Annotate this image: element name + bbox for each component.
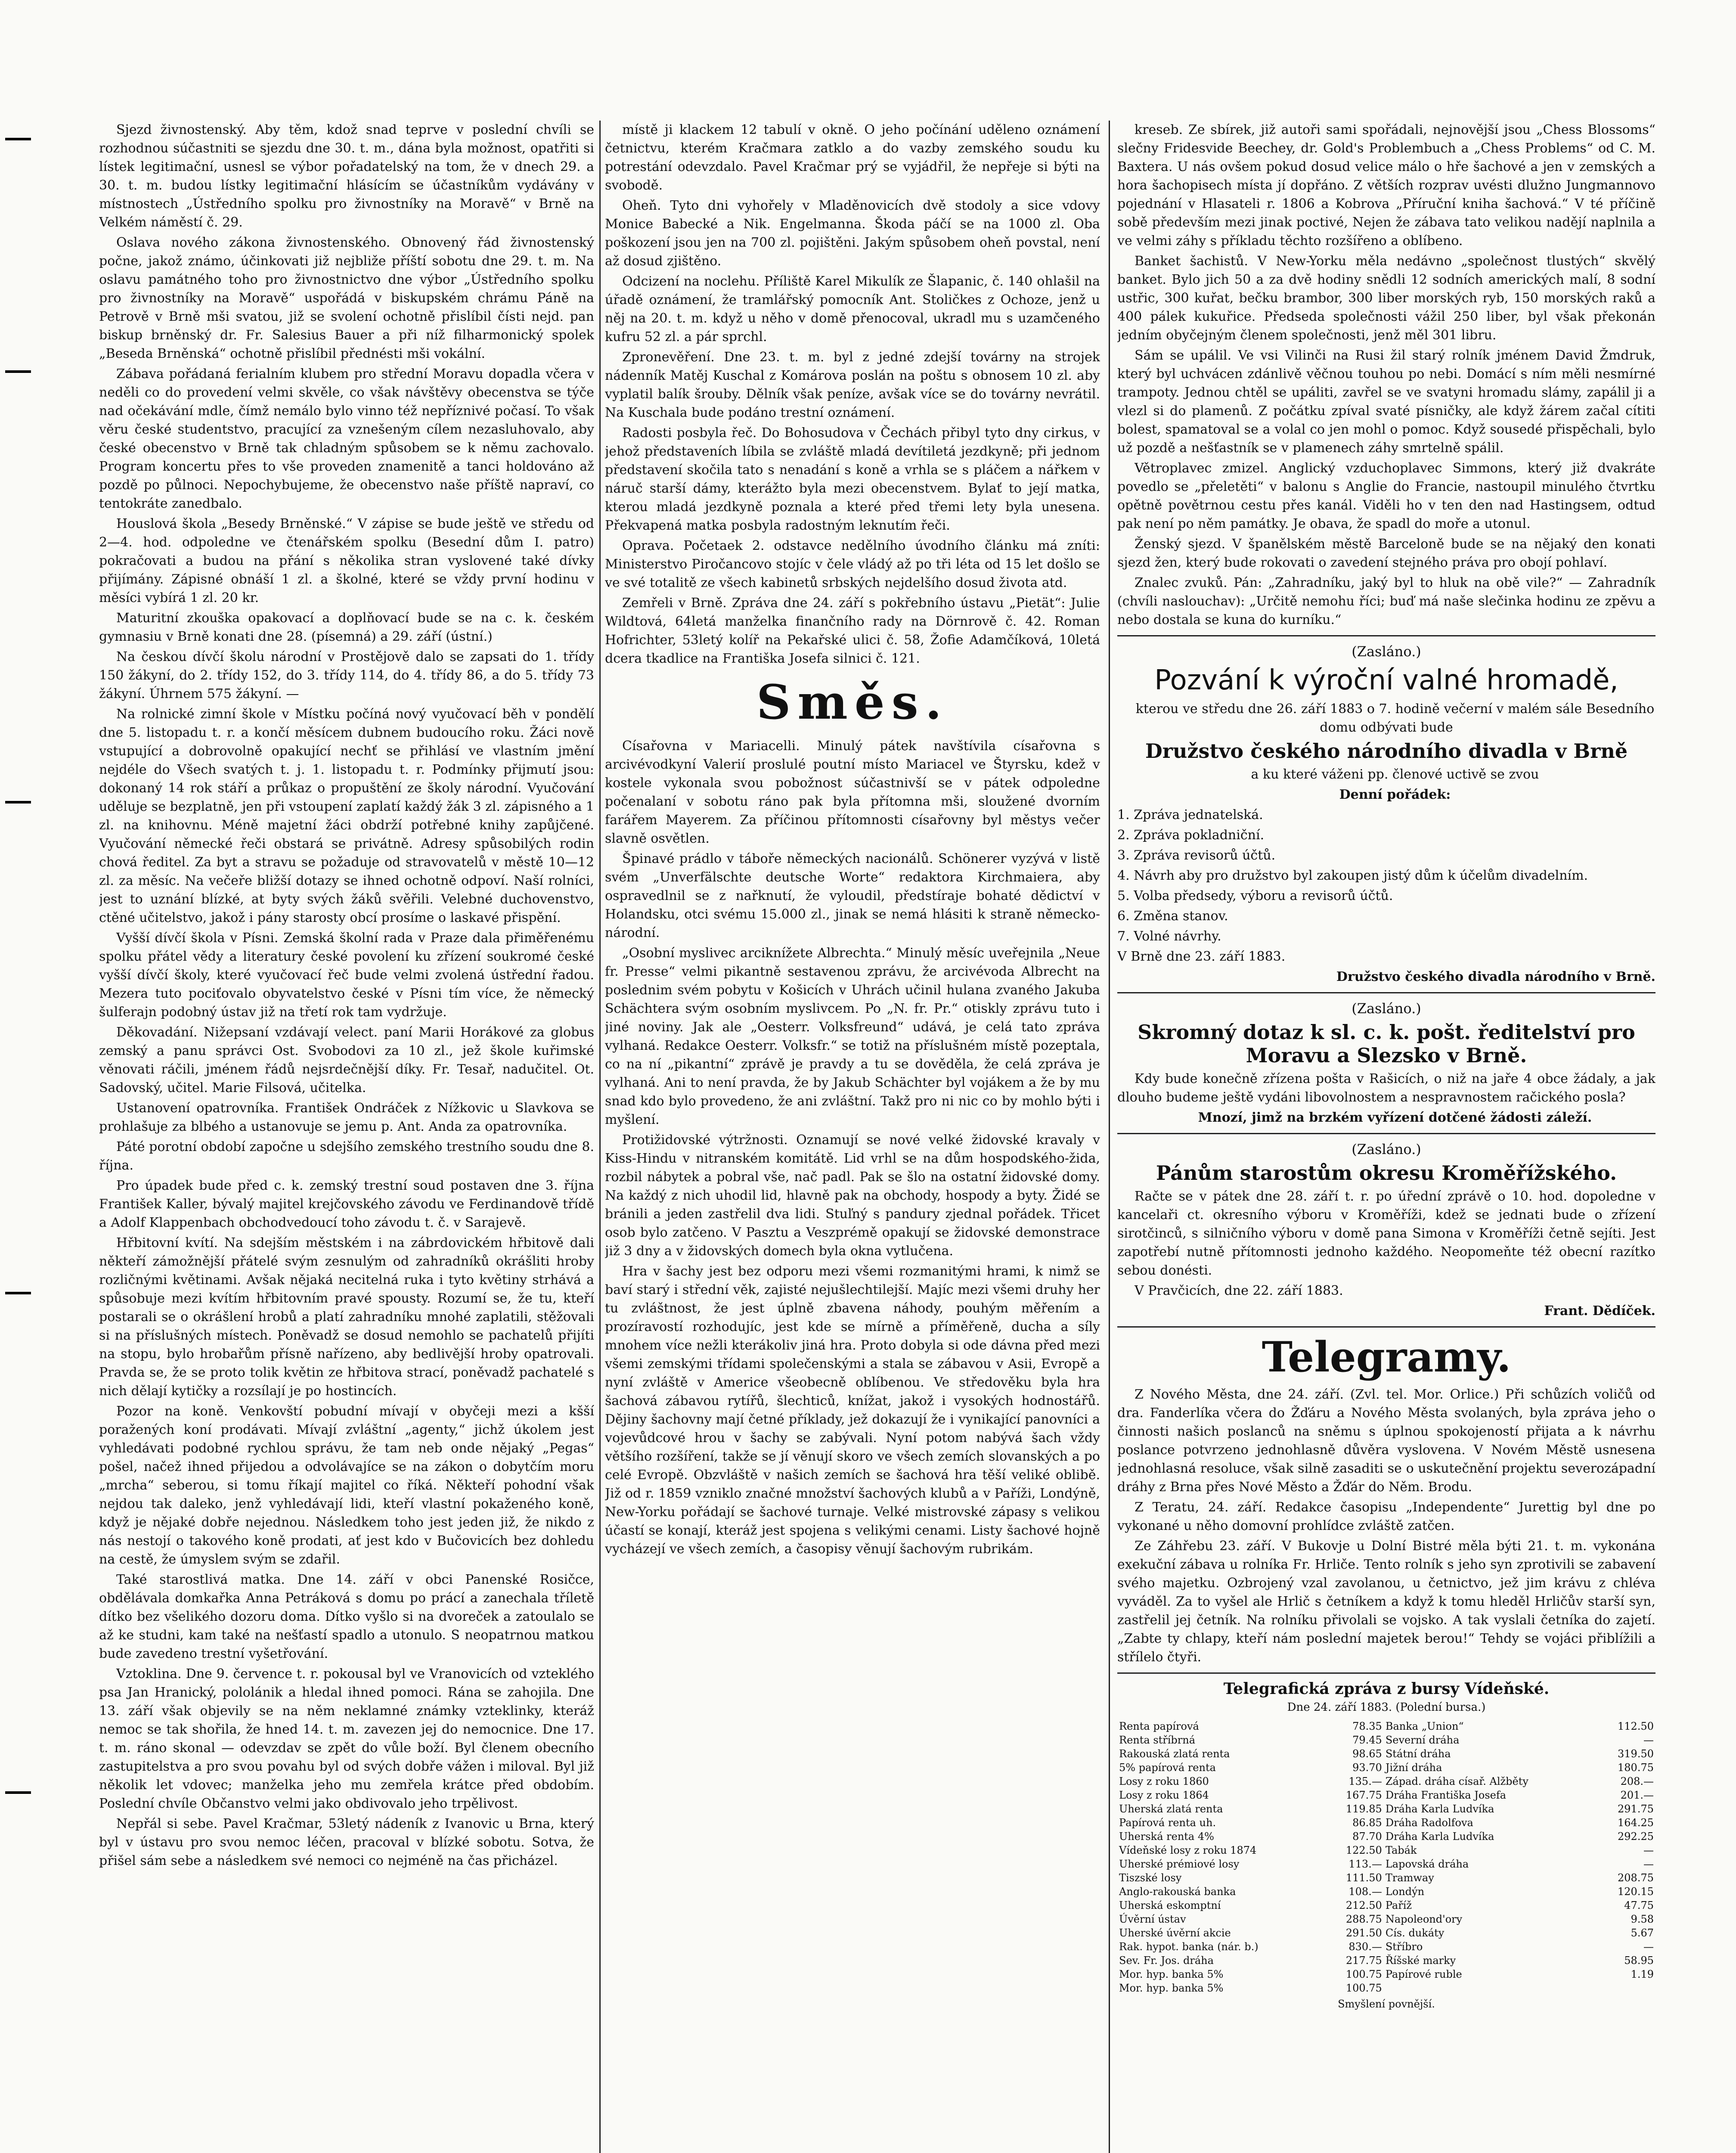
burza-left-name: Losy z roku 1860: [1119, 1775, 1209, 1787]
burza-right-name: Dráha Karla Ludvíka: [1385, 1830, 1494, 1843]
divider: [1117, 1133, 1655, 1134]
burza-right-name: Tabák: [1385, 1844, 1417, 1856]
burza-right-value: —: [1643, 1941, 1654, 1953]
burza-table: [1117, 1719, 1655, 1995]
article-paragraph: Zemřeli v Brně. Zpráva dne 24. září s pokřebního ústavu „Pietät“: Julie Wildtová, 64letá manželka finančního rady na Dörnrově č. 42. Roman Hofrichter, 53letý kolíř na Pekařské ulici č. 58, Žofie Adamčíková, 10letá dcera tkadlice na Františka Josefa silnici č. 121.: [605, 596, 1100, 666]
article-paragraph: Odcizení na noclehu. Příliště Karel Mikulík ze Šlapanic, č. 140 ohlašil na úřadě oznámení, že tramlářský pomocník Ant. Stoličkes z Ochoze, jenž u něj na 20. t. m. když u něho v domě přenocoval, ukradl mu s uzamčeného kufru 52 zl. a pár sprchl.: [605, 274, 1100, 344]
burza-left-value: 93.70: [1352, 1762, 1382, 1774]
article-paragraph: Houslová škola „Besedy Brněnské.“ V zápise se bude ještě ve středu od 2—4. hod. odpoledne ve čtenářském spolku (Besední dům I. patro) pokračovati a budou na přání s několika stran vyslovené také dívky přijímány. Zápisné obnáší 1 zl. a školné, které se vždy první hodinu v měsíci vybírá 1 zl. 20 kr.: [99, 516, 594, 605]
notice-title: Pozvání k výroční valné hromadě,: [1154, 664, 1618, 696]
burza-right-value: 47.75: [1624, 1899, 1654, 1911]
burza-left-name: Uherské úvěrní akcie: [1119, 1927, 1231, 1939]
burza-right-value: 201.—: [1620, 1789, 1654, 1801]
agenda-item: 6. Změna stanov.: [1117, 909, 1228, 924]
burza-row: [1117, 1899, 1655, 1912]
burza-row: [1117, 1747, 1655, 1761]
burza-left-name: Uherská renta 4%: [1119, 1830, 1214, 1843]
article-paragraph: Děkovadání. Nižepsaní vzdávají velect. paní Marii Horákové za globus zemský a panu správci Ost. Svobodovi za 10 zl., jež škole kuřimské věnovati ráčili, jménem řádů nejsrdečnější díky. Fr. Tesař, nadučitel. Ot. Sadovský, učitel. Marie Filsová, učitelka.: [99, 1025, 594, 1095]
column-3: [1117, 121, 1655, 2153]
burza-left-name: Uherské prémiové losy: [1119, 1858, 1240, 1870]
burza-left-name: Uherská eskomptní: [1119, 1899, 1221, 1911]
agenda-item: 4. Návrh aby pro družstvo byl zakoupen jistý dům k účelům divadelním.: [1117, 868, 1588, 883]
burza-right-name: Dráha Karla Ludvíka: [1385, 1803, 1494, 1815]
burza-cell-empty: [1598, 1981, 1655, 1995]
burza-left-name: Anglo-rakouská banka: [1119, 1886, 1236, 1898]
burza-left-value: 830.—: [1348, 1941, 1382, 1953]
burza-row: [1117, 1954, 1655, 1967]
burza-right-value: —: [1643, 1734, 1654, 1746]
article-paragraph: Oprava. Početaek 2. odstavce nedělního úvodního článku má zníti: Ministerstvo Piročancovo stojíc v čele vládý až po tři léta od 15 let došlo se ve své totalitě ze všech kabinetů srbských nejdelšího dosud života atd.: [605, 538, 1100, 590]
article-paragraph: Zábava pořádaná ferialním klubem pro střední Moravu dopadla včera v neděli co do provedení velmi skvěle, co však návštěvy obecenstva se týče nad očekávání mdle, čímž nemálo bylo vinno též nepříznivé počasí. To však věru české studentstvo, pracující za vznešeným cílem nezasluhovalo, aby české obecenstvo v Brně tak chladným spůsobem se k němu zachovalo. Program koncertu přes to vše proveden znamenitě a tanci holdováno až pozdě po půlnoci. Nepochybujeme, že obecenstvo naše příště napraví, co tentokráte zanedbalo.: [99, 366, 594, 511]
burza-right-name: Londýn: [1385, 1886, 1425, 1898]
burza-left-value: 167.75: [1345, 1789, 1382, 1801]
section-title-smes: Směs.: [756, 674, 949, 730]
telegramy-title: Telegramy.: [1262, 1333, 1511, 1381]
burza-left-name: Sev. Fr. Jos. dráha: [1119, 1954, 1214, 1967]
burza-row: [1117, 1940, 1655, 1954]
burza-right-name: Západ. dráha císař. Alžběty: [1385, 1775, 1528, 1787]
burza-right-name: Cís. dukáty: [1385, 1927, 1445, 1939]
burza-left-name: Vídeňské losy z roku 1874: [1119, 1844, 1257, 1856]
article-paragraph: Protižidovské výtržnosti. Oznamují se nové velké židovské kravaly v Kiss-Hindu v nitranském komitátě. Lid vrhl se na dům hospodského-žida, rozbil nábytek a pobral vše, nač padl. Pak se šlo na ostatní židovské domy. Na každý z nich uhodil lid, hlavně pak na obchody, hospody a byty. Židé se bránili a jeden zastřelil dva lidi. Stuľný s pandury zjednal pořádek. Třicet osob bylo zatčeno. V Pasztu a Veszprémě opakují se židovské demonstrace již 3 dny a v židovských domech byla okna vytlučena.: [605, 1132, 1100, 1259]
burza-left-name: Tiszské losy: [1119, 1872, 1182, 1884]
burza-right-name: Napoleond'ory: [1385, 1913, 1463, 1925]
burza-left-value: 100.75: [1345, 1968, 1382, 1980]
burza-row: [1117, 1885, 1655, 1899]
column-divider: [1109, 121, 1110, 2153]
burza-right-value: 112.50: [1618, 1720, 1654, 1732]
article-paragraph: Na českou dívčí školu národní v Prostějově dalo se zapsati do 1. třídy 150 žákyní, do 2. třídy 152, do 3. třídy 114, do 4. třídy 86, a do 5. třídy 73 žákyní. Úhrnem 575 žákyní. —: [99, 649, 594, 701]
article-paragraph: Zpronevěření. Dne 23. t. m. byl z jedné zdejší továrny na strojek nádenník Matěj Kuschal z Komárova poslán na poštu s obnosem 10 zl. aby vyplatil balík šrouby. Dělník však peníze, avšak více se do továrny nevrátil. Na Kuschala bude podáno trestní oznámení.: [605, 350, 1100, 420]
burza-left-name: Uherská zlatá renta: [1119, 1803, 1223, 1815]
burza-left-name: Renta papírová: [1119, 1720, 1199, 1732]
burza-left-value: 122.50: [1345, 1844, 1382, 1856]
agenda-item: 1. Zpráva jednatelská.: [1117, 807, 1263, 822]
divider: [1117, 1326, 1655, 1328]
margin-mark: [5, 1292, 31, 1294]
article-paragraph: Větroplavec zmizel. Anglický vzduchoplavec Simmons, který již dvakráte povedlo se „přeletěti“ v balonu s Anglie do Francie, nastoupil minulého čtvrtku opětně povětrnou cestu přes kanál. Viděli ho v ten den nad Hastingsem, odtud pak není po něm památky. Je obava, že spadl do moře a utonul.: [1117, 461, 1655, 531]
article-paragraph: Pro úpadek bude před c. k. zemský trestní soud postaven dne 3. října František Kaller, bývalý majitel krejčovského závodu ve Ferdinandově třídě a Adolf Klappenbach obchodvedoucí toho závodu t. č. v Sarajevě.: [99, 1178, 594, 1230]
burza-right-value: 180.75: [1618, 1762, 1654, 1774]
burza-right-value: 9.58: [1631, 1913, 1654, 1925]
agenda-item: 3. Zpráva revisorů účtů.: [1117, 848, 1276, 863]
divider: [1117, 992, 1655, 993]
notice-signature: Frant. Dědíček.: [1544, 1303, 1655, 1318]
article-paragraph: Pozor na koně. Venkovští pobudní mívají v obyčeji mezi a kšší poražených koní prodávati. Mívají zvláštní „agenty,“ jichž úkolem jest vyhledávati podobné rychlou správu, že tam neb onde nějaký „Pegas“ pošel, načež ihned přijedou a odvolávajíce se na zákon o dobytčím moru „mrcha“ seberou, si tomu říkají majitel co říká. Někteří pohodní však nejdou tak daleko, jenž vyhledávají lidi, kteří vlastní pokaženého koně, když je nějaké dobře nejednou. Následkem toho jest jeden již, že nikdo z nás nestojí o takového koně prodati, ať jest kdo v Bučovicích bez dohledu na cestě, že úmyslem svým se zdařil.: [99, 1404, 594, 1567]
article-paragraph: Oheň. Tyto dni vyhořely v Mladěnovicích dvě stodoly a sice vdovy Monice Babecké a Nik. Engelmanna. Škoda páčí se na 1000 zl. Oba poškození jsou jen na 700 zl. pojištěni. Jakým spůsobem oheň povstal, není až dosud zjištěno.: [605, 198, 1100, 269]
article-paragraph: Radosti posbyla řeč. Do Bohosudova v Čechách přibyl tyto dny cirkus, v jehož představeních líbila se zvláště mladá devítiletá jezdkyně; při jednom představení skočila tato s nenadání s koně a vrhla se s pláčem a nářkem v náruč starší dámy, kterážto byla mezi obecenstvem. Bylať to její matka, kterou mladá jezdkyně poznala a které před třemi lety byla unesena. Překvapená matka posbyla radostným leknutím řeči.: [605, 425, 1100, 533]
burza-left-value: 78.35: [1352, 1720, 1382, 1732]
notice-intro: kterou ve středu dne 26. září 1883 o 7. hodině večerní v malém sále Besedního domu odbývati bude: [1135, 701, 1655, 735]
burza-right-name: Tramway: [1385, 1872, 1434, 1884]
burza-right-value: 291.75: [1618, 1803, 1654, 1815]
burza-row: [1117, 1788, 1655, 1802]
notice-org: Družstvo českého národního divadla v Brně: [1145, 739, 1628, 763]
burza-right-value: 58.95: [1624, 1954, 1654, 1967]
burza-right-value: 292.25: [1618, 1830, 1654, 1843]
burza-right-value: 208.75: [1618, 1872, 1654, 1884]
notice-title: Skromný dotaz k sl. c. k. pošt. ředitelství pro Moravu a Slezsko v Brně.: [1138, 1021, 1635, 1067]
column-2: [605, 121, 1100, 2153]
article-paragraph: Sám se upálil. Ve vsi Vilinči na Rusi žil starý rolník jménem David Žmdruk, který byl uchvácen zdánlivě věčnou touhou po nebi. Domácí s ním měli nesmírné trampoty. Jednou chtěl se upáliti, zavřel se ve svatyni hromadu slámy, zapálil ji a vlezl si do plamenů. Z počátku zpíval svaté písničky, ale když žárem začal cítiti bolest, spamatoval se a volal co jen mohl o pomoc. Když sousedé přispěchali, bylo už pozdě a nešťastník se v plamenech záhy smrtelně spálil.: [1117, 348, 1655, 456]
burza-left-name: Rak. hypot. banka (nár. b.): [1119, 1941, 1259, 1953]
burza-left-value: 217.75: [1345, 1954, 1382, 1967]
article-paragraph: Páté porotní období započne u sdejšího zemského trestního soudu dne 8. října.: [99, 1139, 594, 1173]
notice-sub: a ku které váženi pp. členové uctivě se zvou: [1251, 767, 1539, 782]
agenda-title: Denní pořádek:: [1339, 787, 1451, 802]
burza-left-value: 87.70: [1352, 1830, 1382, 1843]
burza-row: [1117, 1981, 1655, 1995]
article-paragraph: Také starostlivá matka. Dne 14. září v obci Panenské Rosičce, obdělávala domkařka Anna Petráková s domu po prácí a zanechala tříletě dítko bez všelikého dozoru doma. Dítko vyšlo si na dvoreček a zatoulalo se až ke studni, kam také na nešťastí spadlo a utonulo. S neopatrnou matkou bude zavedeno trestní vyšetřování.: [99, 1572, 594, 1661]
burza-row: [1117, 1761, 1655, 1775]
margin-mark: [5, 801, 31, 803]
notice-date: V Pravčicích, dne 22. září 1883.: [1135, 1283, 1343, 1298]
article-paragraph: Hra v šachy jest bez odporu mezi všemi rozmanitými hrami, k nimž se baví starý i střední věk, zajisté nejušlechtilejší. Majíc mezi všemi druhy her tu zvláštnost, že jest úplně zbavena náhody, pouhým měřením a prozíravostí rozhodujíc, jest kde se mírně a příměřeně, ducha a síly mnohem více nežli kterákoliv jiná hra. Proto dobyla si ode dávna před mezi všemi zemskými třídami společenskými a stala se zábavou v Asii, Evropě a nyní zvláště v Americe všeobecně oblíbenou. Ve středověku byla hra šachová zábavou rytířů, šlechticů, knížat, jakož i vysokých hodnostářů. Dějiny šachovny mají četné příklady, jež dokazují že i vynikající panovníci a vojevůdcové hrou v šachy se zabývali. Nyní potom nabývá šach vždy většího rozšíření, takže se jí věnují skoro ve všech zemích slovanských a po celé Evropě. Obzvláště v našich zemích se šachová hra těší veliké oblibě. Již od r. 1859 vzniklo značné množství šachových klubů a v Paříži, Londýně, New-Yorku pořádají se šachové turnaje. Velké mistrovské zápasy s velikou účastí se konají, kteráž jest spojena s velikými cenami. Listy šachové hojně vycházejí ve všech zemích, a časopisy věnují šachovým rubrikám.: [605, 1264, 1100, 1557]
burza-left-value: 212.50: [1345, 1899, 1382, 1911]
burza-row: [1117, 1926, 1655, 1940]
burza-left-value: 288.75: [1345, 1913, 1382, 1925]
agenda-item: 5. Volba předsedy, výboru a revisorů účtů.: [1117, 888, 1393, 903]
burza-right-value: 164.25: [1618, 1817, 1654, 1829]
burza-left-value: 98.65: [1352, 1748, 1382, 1760]
notice-text: Račte se v pátek dne 28. září t. r. po úřední zprávě o 10. hod. dopoledne v kancelaři ct. okresního výboru v Kroměříži, kdež se jednati bude o zřízení sirotčinců, s silničního výboru v domě pana Simona v Kroměříži četně sejíti. Jest zapotřebí nutně přítomnosti jednoho každého. Neopomeňte též obecní razítko sebou donésti.: [1117, 1189, 1655, 1278]
burza-left-value: 135.—: [1348, 1775, 1382, 1787]
burza-left-name: Rakouská zlatá renta: [1119, 1748, 1230, 1760]
column-1: [99, 121, 594, 2153]
burza-right-value: 319.50: [1618, 1748, 1654, 1760]
agenda-item: V Brně dne 23. září 1883.: [1117, 949, 1286, 964]
burza-row: [1117, 1967, 1655, 1981]
burza-right-name: Říšské marky: [1385, 1954, 1456, 1967]
article-paragraph: Špinavé prádlo v táboře německých nacionálů. Schönerer vyzývá v listě svém „Unverfälschte deutsche Worte“ redaktora Kirchmaiera, aby ospravedlnil se z nařknutí, že vyloudil, předstíraje bohaté dědictví v Holandsku, otci svému 15.000 zl., jinak se nemá hlásiti k straně německo-národní.: [605, 851, 1100, 940]
burza-row: [1117, 1843, 1655, 1857]
burza-row: [1117, 1912, 1655, 1926]
article-paragraph: Maturitní zkouška opakovací a doplňovací bude se na c. k. českém gymnasiu v Brně konati dne 28. (písemná) a 29. září (ústní.): [99, 611, 594, 644]
article-paragraph: Oslava nového zákona živnostenského. Obnovený řád živnostenský počne, jakož známo, účinkovati již nejbliže příští sobotu dne 29. t. m. Na oslavu památného toho pro živnostnictvo dne výbor „Ústředního spolku pro živnostníky na Moravě“ uspořádá v biskupském chrámu Páně na Petrově v Brně mši svatou, již se svolení ochotně přislíbil čísti nejd. pan biskup brněnský dr. Fr. Salesius Bauer a při níž filharmonický spolek „Beseda Brněnská“ ochotně přislíbil přednésti mši vokální.: [99, 235, 594, 361]
burza-cell-empty: [1384, 1981, 1598, 1995]
burza-row: [1117, 1857, 1655, 1871]
burza-row: [1117, 1802, 1655, 1816]
telegram-item: Ze Záhřebu 23. září. V Bukovje u Dolní Bistré měla býti 21. t. m. vykonána exekuční zábava u rolníka Fr. Hrliče. Tento rolník s jeho syn zprotivili se zabavení svého majetku. Ozbrojený vzal zavolanou, u četnictvo, jež jim krávu z chléva vyváděl. Za to vyšel ale Hrlič s četníkem a když k tomu hleděl Hrličův starší syn, zastřelil jej četník. Na rolníku přivolali se vojsko. A tak vyslali četníka do zajetí. „Zabte ty chlapy, kteří nám poslední majetek berou!“ Tehdy se vojáci přiblížili a střílelo čtyři.: [1117, 1539, 1655, 1665]
burza-right-name: Dráha Radolfova: [1385, 1817, 1473, 1829]
burza-left-name: Losy z roku 1864: [1119, 1789, 1209, 1801]
article-paragraph: Vztoklina. Dne 9. července t. r. pokousal byl ve Vranovicích od vzteklého psa Jan Hranický, pololánik a hledal ihned pomoci. Rána se zahojila. Dne 13. září však objevily se na něm neklamné známky vzteklinky, kteráž nemoc se tak shořila, že hned 14. t. m. zavezen jej do nemocnice. Dne 17. t. m. ráno skonal — odevzdav se zpět do vůle boží. Byl členem obecního zastupitelstva a pro svou povahu byl od svých dobře vážen i miloval. Byl již několik let vdovec; manželka jeho mu zemřela krátce před obdobím. Poslední chvíle Občanstvo velmi jako obdivovalo jeho trpělivost.: [99, 1666, 594, 1811]
article-paragraph: kreseb. Ze sbírek, již autoři sami spořádali, nejnovější jsou „Chess Blossoms“ slečny Fridesvide Beechey, dr. Gold's Problembuch a „Chess Problems“ od C. M. Baxtera. U nás ovšem pokud dosud velice málo o hře šachové a jen v zemských a hora šachopisech místa jí dopřáno. Z větších rozprav uvésti dlužno Jungmannovo pojednání v Hlasateli r. 1806 a Kobrova „Příruční kniha šachová.“ V té příčině sobě především mezi jinak poctivé, Nejen že zábava tato velikou nadějí naplnila a ve velmi záhy s příkladu těchto rozšířeno a oblíbeno.: [1117, 122, 1655, 248]
burza-left-value: 100.75: [1345, 1982, 1382, 1994]
agenda-item: 7. Volné návrhy.: [1117, 929, 1221, 944]
article-paragraph: Banket šachistů. V New-Yorku měla nedávno „společnost tlustých“ skvělý banket. Bylo jich 50 a za dvě hodiny snědli 12 sodních amerických malí, 8 sodní ustřic, 300 kuřat, bečku brambor, 300 liber morských ryb, 150 morských raků a 400 pálek kukuřice. Předseda společnosti vážil 250 liber, byl však překonán jedním obyčejným členem společnosti, jenž měl 301 libru.: [1117, 254, 1655, 343]
article-paragraph: Znalec zvuků. Pán: „Zahradníku, jaký byl to hluk na obě vile?“ — Zahradník (chvíli naslouchav): „Určitě nemohu říci; buď má naše slečinka hodinu ze zpěvu a nebo dostala se kuna do kurníku.“: [1117, 575, 1655, 627]
telegram-item: Z Nového Města, dne 24. září. (Zvl. tel. Mor. Orlice.) Při schůzích voličů od dra. Fanderlíka včera do Žďáru a Nového Města svolaných, byla zpráva jeho o činnosti našich poslanců na sněmu s úplnou spokojeností přijata a k návrhu poslance potvrzeno jednohlasně důvěra vyslovena. V Novém Městě usnesena jednohlasná resoluce, však silně zasaditi se o uskutečnění projektu severozápadní dráhy z Brna přes Nové Město a Žďár do Něm. Brodu.: [1117, 1387, 1655, 1495]
burza-row: [1117, 1719, 1655, 1733]
burza-right-name: Paříž: [1385, 1899, 1412, 1911]
divider: [1117, 635, 1655, 636]
article-paragraph: místě ji klackem 12 tabulí v okně. O jeho počínání uděleno oznámení četnictvu, kterém Kračmara zatklo a do vazby zemského soudu ku potrestání odevzdalo. Pavel Kračmar prý se vyjádřil, že nepřeje si býti na svobodě.: [605, 122, 1100, 193]
burza-right-value: 208.—: [1620, 1775, 1654, 1787]
article-paragraph: Císařovna v Mariacelli. Minulý pátek navštívila císařovna s arcivévodkyní Valerií proslulé poutní místo Mariacel ve Štyrsku, kdež v kostele vykonala svou pobožnost súčastnivší se v pátek odpoledne počenalaní v sobotu ráno pak byla přítomna mši, sloužené dvorním farářem Mayerem. Za příčinou přítomnosti císařovny byl městys večer slavně osvětlen.: [605, 738, 1100, 846]
burza-left-value: 119.85: [1345, 1803, 1382, 1815]
margin-mark: [5, 138, 31, 140]
burza-title: Telegrafická zpráva z bursy Vídeňské.: [1223, 1680, 1550, 1698]
burza-right-value: —: [1643, 1858, 1654, 1870]
burza-left-value: 79.45: [1352, 1734, 1382, 1746]
article-paragraph: Hřbitovní kvítí. Na sdejším městském i na zábrdovickém hřbitově dali někteří zámožnější přátelé svým zesnulým od zahradníků okrášliti hroby rozličnými květinami. Avšak nějaká necitelná ruka i tyto květiny strhává a spůsobuje mezi kvítím hřbitovním pravé spousty. Rozumí se, že tu, kteří postarali se o okrášlení hrobů a platí zahradníku mnohé zaplatili, stěžovali si na příslušných místech. Poněvadž se dosud nemohlo se pachatelů přijíti na stopu, bylo hrobařům přísně nařízeno, aby bedlivější hroby opatrovali. Pravda se, že se proto tolik květin ze hřbitova strací, poněvadž pachatelé s nich dělají kytičky a rozsílají je po hostincích.: [99, 1235, 594, 1399]
burza-left-name: Úvěrní ústav: [1119, 1913, 1186, 1925]
burza-row: [1117, 1871, 1655, 1885]
column-divider: [599, 121, 601, 2153]
article-paragraph: Na rolnické zimní škole v Místku počíná nový vyučovací běh v pondělí dne 5. listopadu t. r. a končí měsícem dubnem budoucího roku. Žáci nově vstupující a dobrovolně opakující nechť se přihlásí ve vlastním jmění nejdéle do Všech svatých t. j. 1. listopadu t. r. Podmínky přijmutí jsou: dokonaný 14 rok stáří a průkaz o propuštění ze školy národní. Vyučování uděluje se bezplatně, jen při vstoupení zaplatí každý žák 3 zl. zápisného a 1 zl. na knihovnu. Méně majetní žáci obdrží potřebné knihy zapůjčené. Vyučování německé řeči obstará se privátně. Adresy spůsobilých rodin chová ředitel. Za byt a stravu se požaduje od stravovatelů v městě 10—12 zl. za měsíc. Na večeře bližší dotazy se ihned ochotně odpoví. Naší rolníci, jest to uznání blízké, at byty svých žáků svěřili. Velebné duchovenstvo, ctěné učitelstvo, jakož i pány starosty obcí prosíme o laskavé přispění.: [99, 707, 594, 925]
margin-mark: [5, 370, 31, 373]
agenda-list: [1117, 806, 1655, 966]
notice-text: Kdy bude konečně zřízena pošta v Rašicích, o niž na jaře 4 obce žádaly, a jak dlouho budeme ještě vydáni libovolnostem a nespravnostem račického posla?: [1117, 1071, 1655, 1105]
agenda-item: 2. Zpráva pokladniční.: [1117, 828, 1265, 843]
burza-left-value: 113.—: [1348, 1858, 1382, 1870]
notice-signature: Družstvo českého divadla národního v Brně.: [1336, 969, 1655, 984]
burza-row: [1117, 1775, 1655, 1788]
burza-left-name: Mor. hyp. banka 5%: [1119, 1982, 1224, 1994]
notice-closing: Mnozí, jimž na brzkém vyřízení dotčené žádosti záleží.: [1198, 1110, 1592, 1125]
burza-left-value: 291.50: [1345, 1927, 1382, 1939]
burza-row: [1117, 1733, 1655, 1747]
burza-right-name: Papírové ruble: [1385, 1968, 1462, 1980]
burza-row: [1117, 1816, 1655, 1830]
telegram-item: Z Teratu, 24. září. Redakce časopisu „Independente“ Jurettig byl dne po vykonané u něho domovní prohlídce zvláště zatčen.: [1117, 1500, 1655, 1533]
article-paragraph: Nepřál si sebe. Pavel Kračmar, 53letý nádeník z Ivanovic u Brna, který byl v ústavu pro svou nemoc léčen, pracoval v blízké sobotu. Sotva, že přišel sám sebe a následkem své nemoci co nejméně na čas přicházel.: [99, 1816, 594, 1868]
burza-right-name: Banka „Union“: [1385, 1720, 1464, 1732]
article-paragraph: Vyšší dívčí škola v Písni. Zemská školní rada v Praze dala přiměřenému spolku přátel vědy a literatury české povolení ku zřízení soukromé české vyšší dívčí školy, které vyučovací řeč bude velmi zvolená ústřední řadou. Mezera tuto pociťovalo obyvatelstvo české v Písni tím více, že německý šulferajn podobný ústav již na třetí rok tam vydržuje.: [99, 931, 594, 1020]
zaslano-label: (Zasláno.): [1352, 1141, 1421, 1157]
burza-left-value: 86.85: [1352, 1817, 1382, 1829]
burza-right-name: Lapovská dráha: [1385, 1858, 1469, 1870]
burza-right-name: Dráha Františka Josefa: [1385, 1789, 1507, 1801]
burza-right-value: 120.15: [1618, 1886, 1654, 1898]
notice-title: Pánům starostům okresu Kroměřížského.: [1156, 1161, 1617, 1185]
burza-left-value: 108.—: [1348, 1886, 1382, 1898]
burza-right-value: —: [1643, 1844, 1654, 1856]
burza-right-name: Jižní dráha: [1385, 1762, 1442, 1774]
burza-left-name: 5% papírová renta: [1119, 1762, 1216, 1774]
article-paragraph: Ustanovení opatrovníka. František Ondráček z Nížkovic u Slavkova se prohlašuje za blbého a ustanovuje se jemu p. Ant. Anda za opatrovníka.: [99, 1101, 594, 1134]
burza-left-value: 111.50: [1345, 1872, 1382, 1884]
burza-right-value: 5.67: [1631, 1927, 1654, 1939]
margin-mark: [5, 1791, 31, 1794]
divider: [1117, 1672, 1655, 1674]
burza-right-name: Státní dráha: [1385, 1748, 1451, 1760]
zaslano-label: (Zasláno.): [1352, 643, 1421, 660]
burza-closing: Smyšlení povnější.: [1338, 1998, 1435, 2010]
burza-right-name: Stříbro: [1385, 1941, 1423, 1953]
article-paragraph: Sjezd živnostenský. Aby těm, kdož snad teprve v poslední chvíli se rozhodnou súčastniti se sjezdu dne 30. t. m., dána byla možnost, opatřiti si lístek legitimační, usnesl se výbor pořadatelský na tom, že v dnech 29. a 30. t. m. budou lístky legitimační hlásícím se účastníkům vydávány v místnostech „Ústředního spolku pro živnostníky na Moravě“ v Brně na Velkém náměstí č. 29.: [99, 122, 594, 230]
burza-row: [1117, 1830, 1655, 1843]
article-paragraph: „Osobní myslivec arciknížete Albrechta.“ Minulý měsíc uveřejnila „Neue fr. Presse“ velmi pikantně sestavenou zprávu, že arcivévoda Albrecht na poslednim svém pobytu v Košicích v Uhrách učinil hulana zvaného Jakuba Schächtera svým osobním myslivcem. Po „N. fr. Pr.“ otiskly zprávu tuto i jiné noviny. Jak ale „Oesterr. Volksfreund“ udává, je celá tato zpráva vylhaná. Redakce Oesterr. Volksfr.“ se totiž na příslušném místě pozeptala, co na ní „pikantní“ zprávě je pravdy a tu se dověděla, že celá zpráva je vylhaná. Ani to není pravda, že by Jakub Schächter byl vojákem a že by mu snad kdo bylo provedeno, že ani zvláštní. Takž pro ni nic co by mohlo býti i myšlení.: [605, 946, 1100, 1127]
burza-left-name: Mor. hyp. banka 5%: [1119, 1968, 1224, 1980]
article-paragraph: Ženský sjezd. V španělském městě Barceloně bude se na nějaký den konati sjezd žen, který bude rokovati o zavedení stejného práva pro obojí pohlaví.: [1117, 537, 1655, 570]
burza-left-name: Papírová renta uh.: [1119, 1817, 1216, 1829]
zaslano-label: (Zasláno.): [1352, 1000, 1421, 1017]
burza-left-name: Renta stříbrná: [1119, 1734, 1196, 1746]
burza-right-name: Severní dráha: [1385, 1734, 1460, 1746]
burza-right-value: 1.19: [1631, 1968, 1654, 1980]
burza-date: Dne 24. září 1883. (Polední bursa.): [1287, 1701, 1486, 1714]
